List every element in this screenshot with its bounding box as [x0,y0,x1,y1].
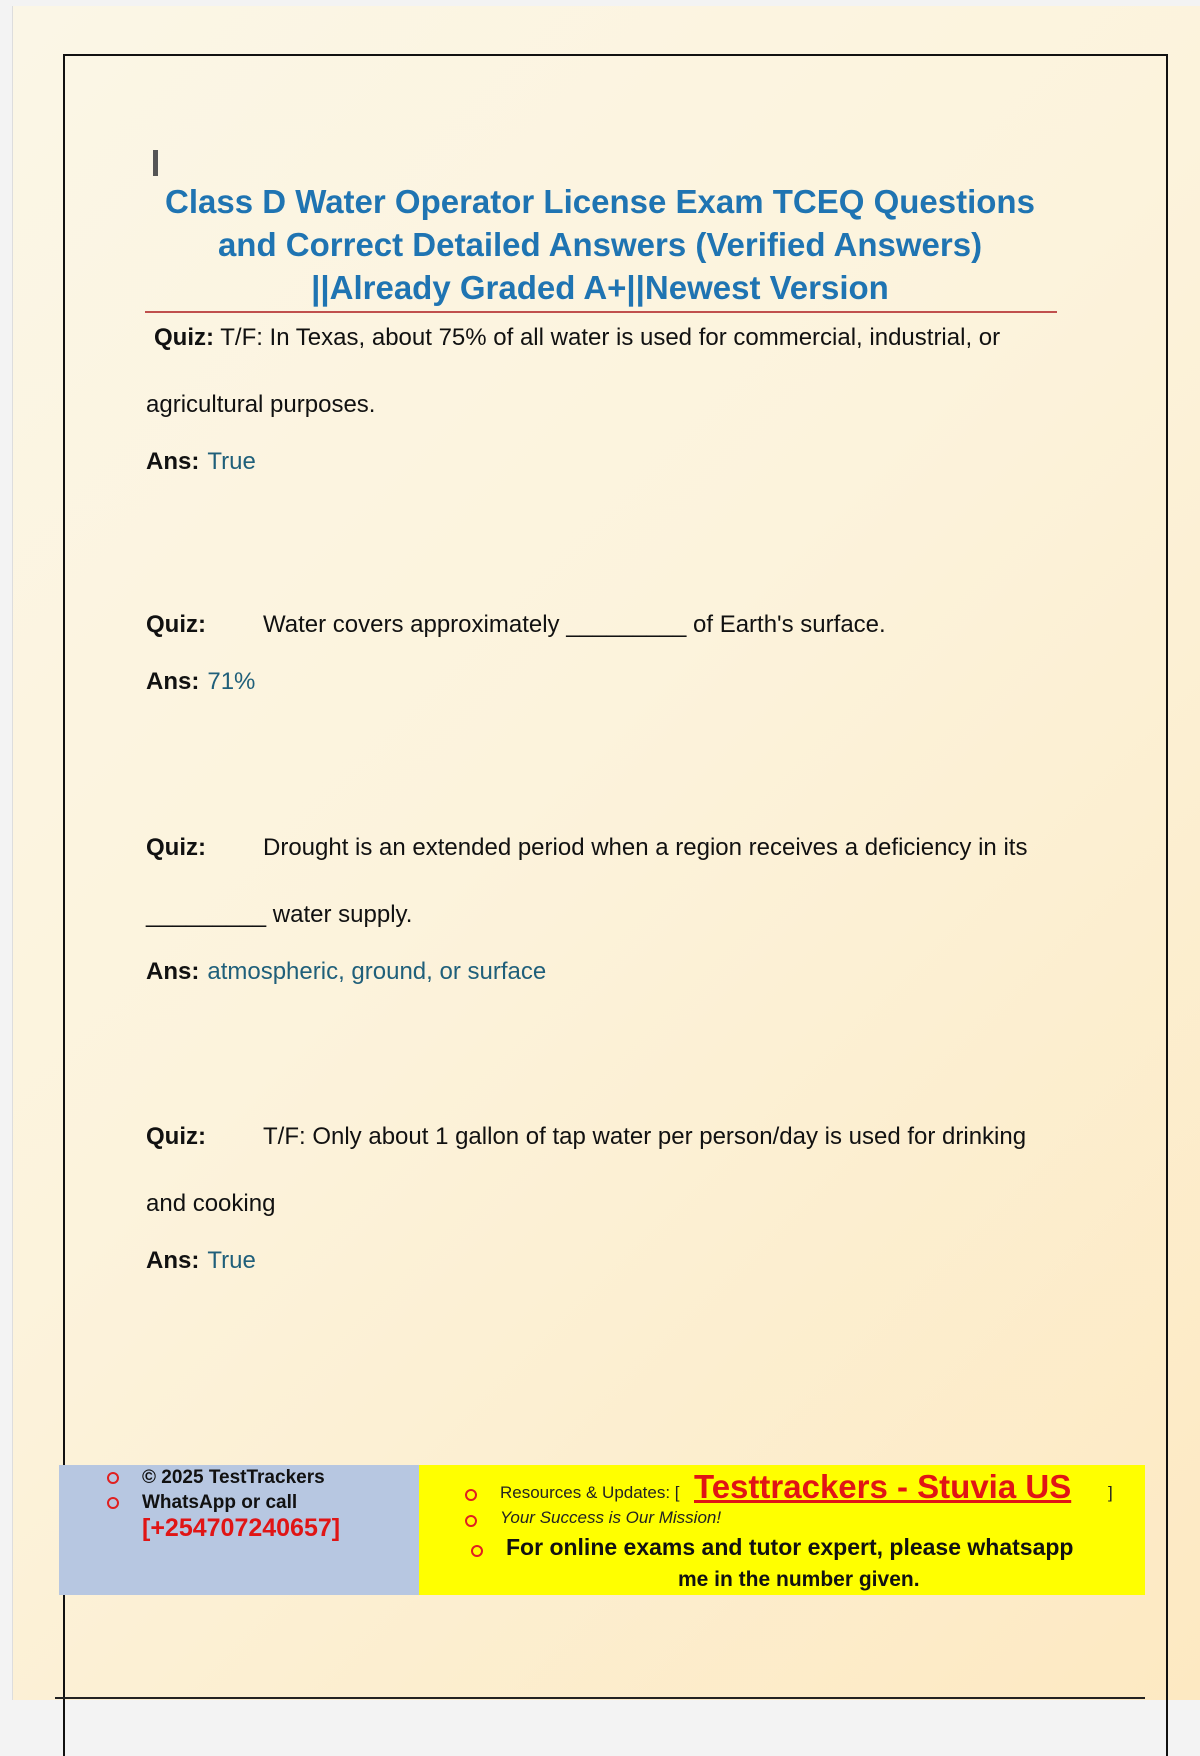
page-bottom-rule [55,1697,1145,1699]
question-text: T/F: Only about 1 gallon of tap water per person/day is used for drinking and cooking [146,1123,1027,1217]
answer-4 [146,1247,1066,1275]
question-4 [146,1103,1066,1237]
question-3 [146,814,1066,948]
qa-item-2 [146,591,1066,696]
quiz-label: Quiz: [146,1123,206,1150]
quiz-label: Quiz: [146,611,206,638]
answer-value: True [207,448,256,475]
mission-text: Your Success is Our Mission! [500,1508,722,1527]
text-cursor-mark [153,150,158,176]
bullet-icon [465,1515,477,1527]
answer-2 [146,668,1066,696]
quiz-label: Quiz: [154,324,214,351]
bullet-icon [107,1497,119,1509]
question-1 [146,304,1066,438]
footer-phone[interactable]: [+254707240657] [142,1514,341,1542]
qa-item-1 [146,304,1066,476]
question-2 [146,591,1066,658]
ans-label: Ans: [146,448,200,475]
promo-line-1: For online exams and tutor expert, please whatsapp [506,1534,1074,1560]
resources-link[interactable]: Testtrackers - Stuvia US [694,1468,1072,1505]
footer-copyright: © 2025 TestTrackers [142,1467,325,1488]
question-text: T/F: In Texas, about 75% of all water is used for commercial, industrial, or agricultural purposes. [146,324,1001,418]
question-text: Drought is an extended period when a region receives a deficiency in its _________ water supply. [146,834,1028,928]
ans-label: Ans: [146,668,200,695]
qa-item-4 [146,1103,1066,1275]
answer-value: 71% [207,668,256,695]
ans-label: Ans: [146,1247,200,1274]
qa-item-3 [146,814,1066,986]
footer-whatsapp-label: WhatsApp or call [142,1492,298,1513]
promo-line-2: me in the number given. [678,1568,920,1591]
answer-3 [146,958,1066,986]
question-text: Water covers approximately _________ of Earth's surface. [263,611,886,638]
resources-label: Resources & Updates: [ [500,1483,680,1502]
resources-close: ] [1108,1483,1113,1502]
answer-value: True [207,1247,256,1274]
ans-label: Ans: [146,958,200,985]
bullet-icon [465,1489,477,1501]
answer-value: atmospheric, ground, or surface [207,958,547,985]
bullet-icon [107,1472,119,1484]
answer-1 [146,448,1066,476]
document-title: Class D Water Operator License Exam TCEQ Questions and Correct Detailed Answers (Verified Answers) ||Already Graded A+||Newest Version [165,183,1035,306]
bullet-icon [471,1545,483,1557]
quiz-label: Quiz: [146,834,206,861]
